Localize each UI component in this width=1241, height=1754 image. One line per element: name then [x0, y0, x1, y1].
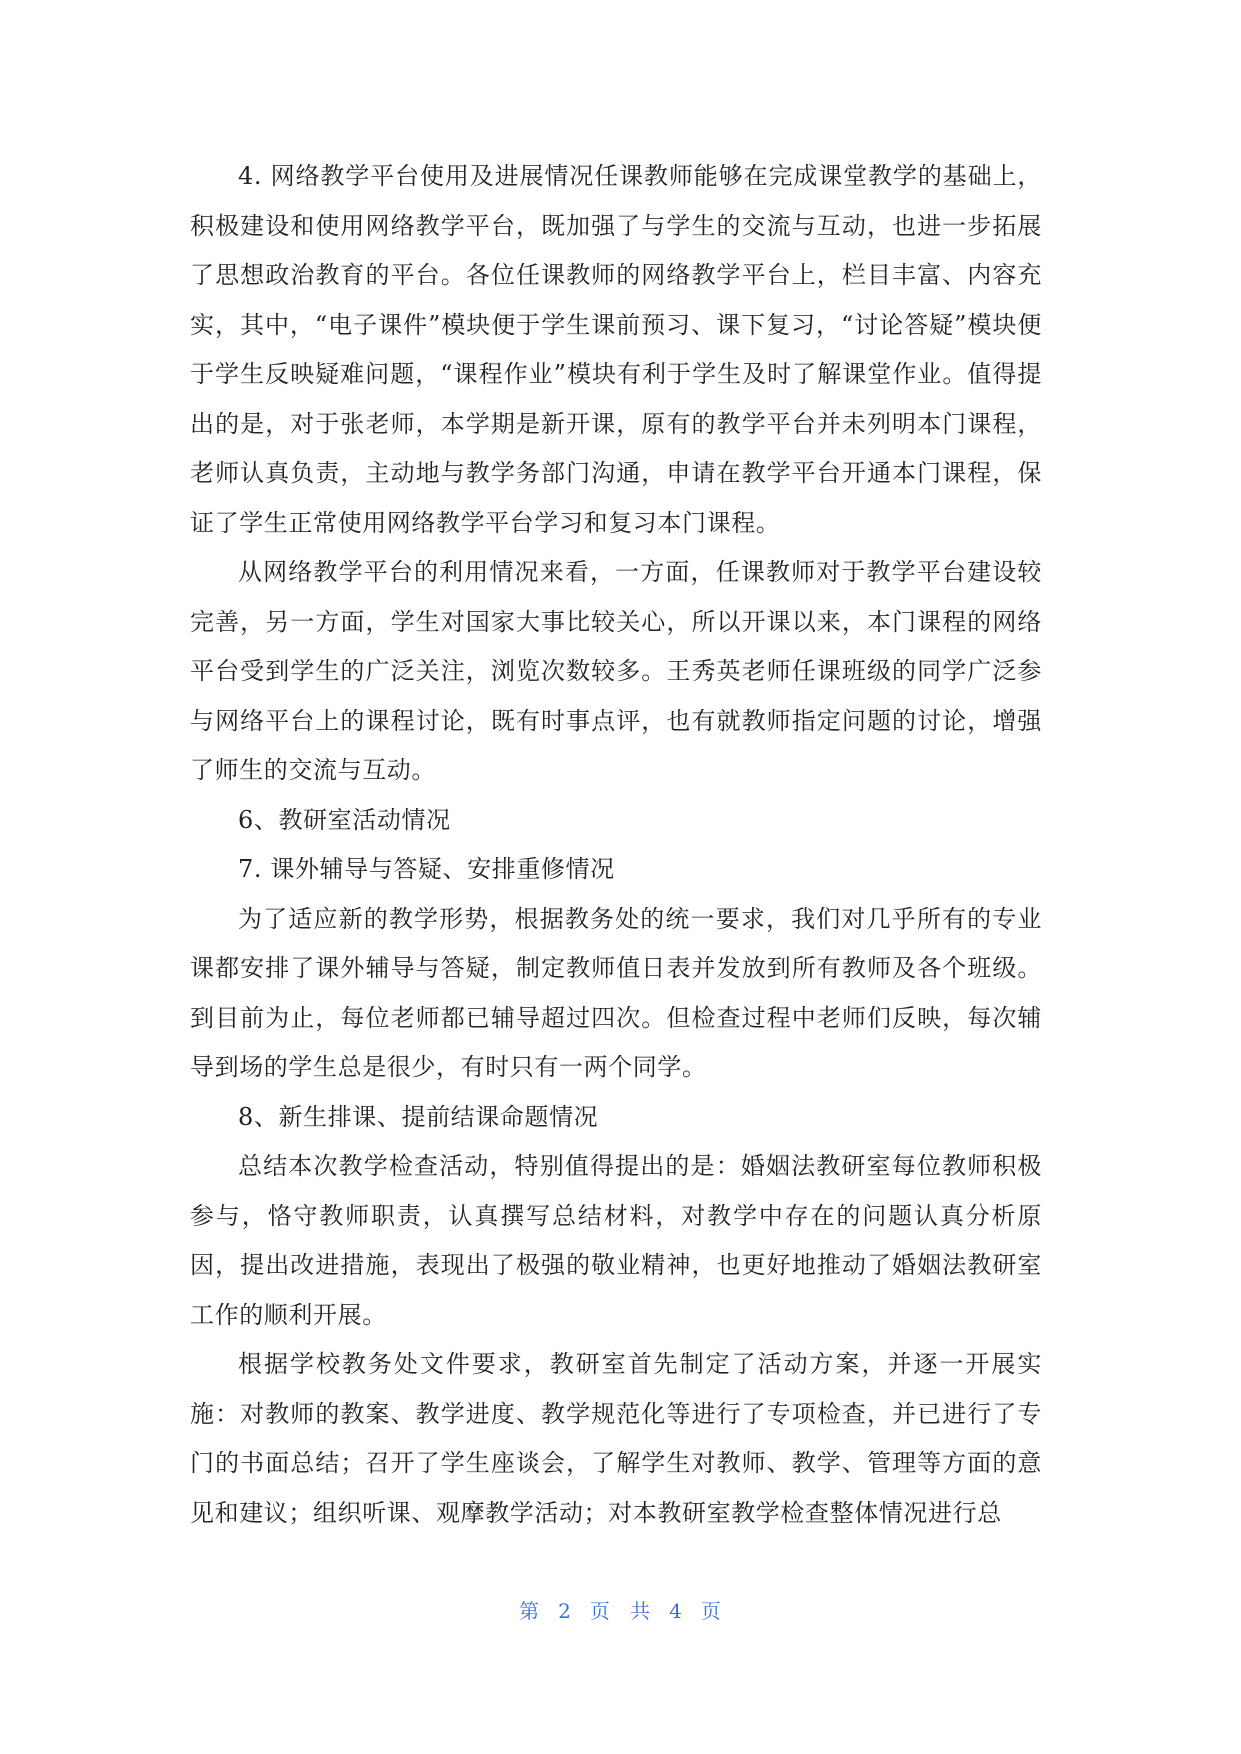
footer-middle: 页 共 [589, 1599, 652, 1623]
total-page-number: 4 [669, 1599, 683, 1623]
current-page-number: 2 [558, 1599, 572, 1623]
page-footer [0, 1595, 1241, 1624]
paragraph-implementation: 根据学校教务处文件要求，教研室首先制定了活动方案，并逐一开展实施：对教师的教案、教学进度、教学规范化等进行了专项检查，并已进行了专门的书面总结；召开了学生座谈会，了解学生对教师、教学、管理等方面的意见和建议；组织听课、观摩教学活动；对本教研室教学检查整体情况进行总 [190, 1350, 1042, 1527]
footer-suffix: 页 [700, 1599, 722, 1623]
heading-tutoring: 7. 课外辅导与答疑、安排重修情况 [238, 855, 615, 883]
paragraph-tutoring: 为了适应新的教学形势，根据教务处的统一要求，我们对几乎所有的专业课都安排了课外辅导与答疑，制定教师值日表并发放到所有教师及各个班级。到目前为止，每位老师都已辅导超过四次。但检查过程中老师们反映，每次辅导到场的学生总是很少，有时只有一两个同学。 [190, 904, 1042, 1081]
document-body [190, 152, 1042, 1538]
heading-new-students: 8、新生排课、提前结课命题情况 [238, 1102, 599, 1131]
heading-research-activities: 6、教研室活动情况 [238, 805, 451, 834]
paragraph-network-platform: 4. 网络教学平台使用及进展情况任课教师能够在完成课堂教学的基础上，积极建设和使用网络教学平台，既加强了与学生的交流与互动，也进一步拓展了思想政治教育的平台。各位任课教师的网络教学平台上，栏目丰富、内容充实，其中，“电子课件”模块便于学生课前预习、课下复习，“讨论答疑”模块便于学生反映疑难问题，“课程作业”模块有利于学生及时了解课堂作业。值得提出的是，对于张老师，本学期是新开课，原有的教学平台并未列明本门课程，老师认真负责，主动地与教学务部门沟通，申请在教学平台开通本门课程，保证了学生正常使用网络教学平台学习和复习本门课程。 [190, 162, 1042, 537]
footer-prefix: 第 [519, 1599, 541, 1623]
paragraph-platform-usage: 从网络教学平台的利用情况来看，一方面，任课教师对于教学平台建设较完善，另一方面，学生对国家大事比较关心，所以开课以来，本门课程的网络平台受到学生的广泛关注，浏览次数较多。王秀英老师任课班级的同学广泛参与网络平台上的课程讨论，既有时事点评，也有就教师指定问题的讨论，增强了师生的交流与互动。 [190, 558, 1042, 784]
paragraph-summary: 总结本次教学检查活动，特别值得提出的是：婚姻法教研室每位教师积极参与，恪守教师职责，认真撰写总结材料，对教学中存在的问题认真分析原因，提出改进措施，表现出了极强的敬业精神，也更好地推动了婚姻法教研室工作的顺利开展。 [190, 1152, 1042, 1329]
